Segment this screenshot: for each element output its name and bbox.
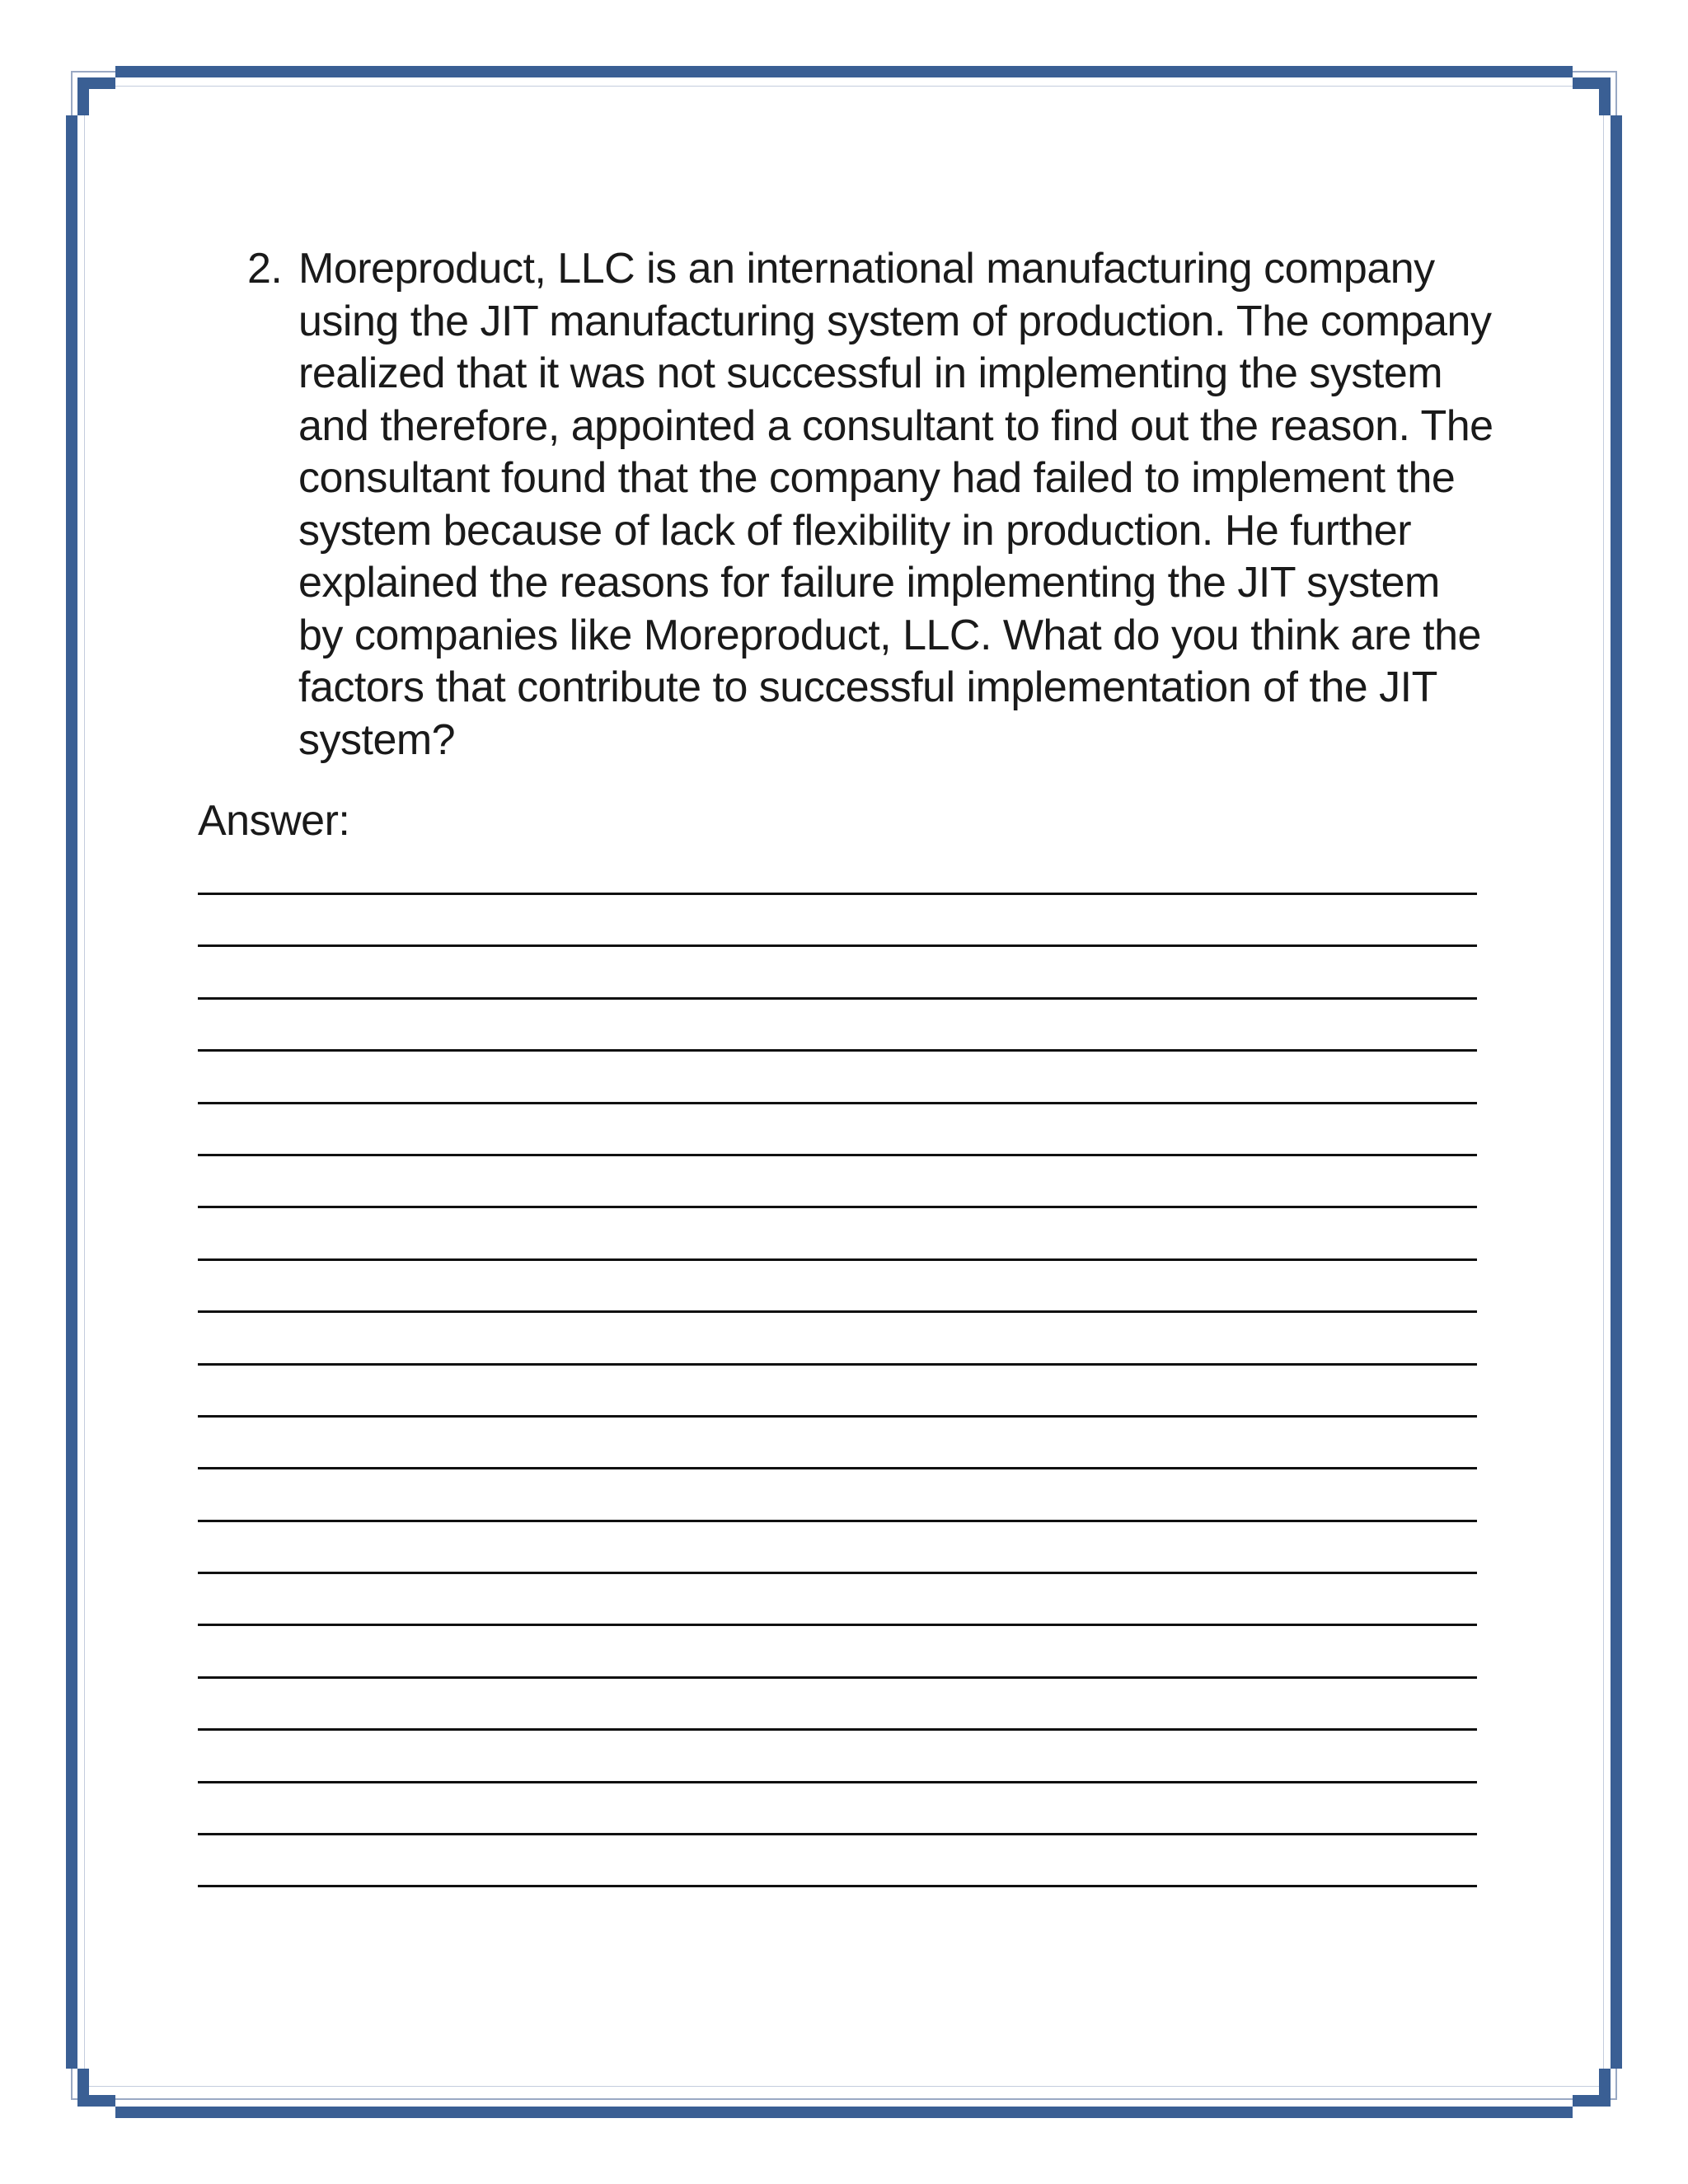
answer-line[interactable]	[198, 1363, 1477, 1415]
answer-line[interactable]	[198, 1833, 1477, 1885]
corner-top-right-v	[1599, 77, 1611, 115]
answer-line[interactable]	[198, 944, 1477, 996]
answer-line[interactable]	[198, 997, 1477, 1049]
answer-line[interactable]	[198, 1102, 1477, 1154]
answer-line[interactable]	[198, 1049, 1477, 1101]
answer-line[interactable]	[198, 1154, 1477, 1206]
corner-bottom-left-v	[77, 2069, 89, 2107]
answer-line[interactable]	[198, 1310, 1477, 1362]
question-text: Moreproduct, LLC is an international manufacturing company using the JIT manufacturing system of production. The company realized that it was not successful in implementing the system and therefore, appointed a consultant to find out the reason. The consultant found that the company had failed to implement the system because of lack of flexibility in production. He further explained the reasons for failure implementing the JIT system by companies like Moreproduct, LLC. What do you think are the factors that contribute to successful implementation of the JIT system?	[298, 245, 1493, 764]
answer-label: Answer:	[198, 797, 350, 845]
answer-line[interactable]	[198, 1572, 1477, 1624]
answer-line[interactable]	[198, 1467, 1477, 1519]
answer-lines	[198, 893, 1477, 1938]
border-bottom-bar	[115, 2107, 1573, 2118]
answer-line[interactable]	[198, 1520, 1477, 1572]
answer-line[interactable]	[198, 1624, 1477, 1675]
question-number: 2.	[247, 245, 283, 293]
answer-line[interactable]	[198, 1258, 1477, 1310]
answer-line[interactable]	[198, 1885, 1477, 1937]
answer-line[interactable]	[198, 1415, 1477, 1467]
answer-line[interactable]	[198, 1728, 1477, 1780]
border-left-bar	[66, 115, 77, 2069]
border-top-bar	[115, 66, 1573, 77]
answer-line[interactable]	[198, 893, 1477, 944]
answer-line[interactable]	[198, 1206, 1477, 1258]
border-right-bar	[1611, 115, 1622, 2069]
corner-top-left-v	[77, 77, 89, 115]
answer-line[interactable]	[198, 1676, 1477, 1728]
question-block	[247, 243, 1508, 766]
answer-line[interactable]	[198, 1781, 1477, 1833]
corner-bottom-right-v	[1599, 2069, 1611, 2107]
